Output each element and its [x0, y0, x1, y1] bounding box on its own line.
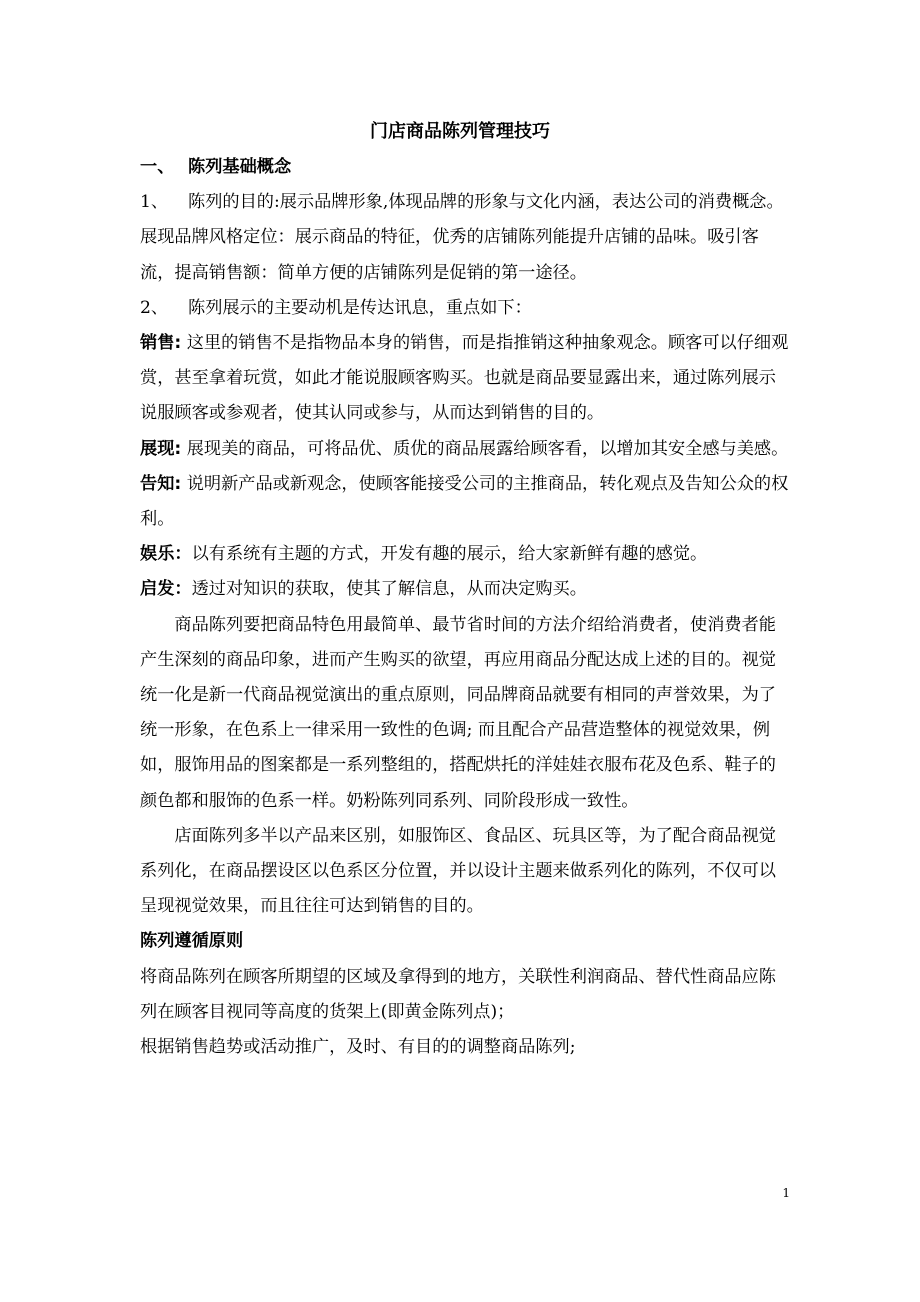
term-text: 这里的销售不是指物品本身的销售，而是指推销这种抽象观念。顾客可以仔细观赏，甚至拿着玩赏，如此才能说服顾客购买。也就是商品要显露出来，通过陈列展示说服顾客或参观者，使其认同或参与，从而达到销售的目的。 — [140, 333, 789, 424]
document-body — [140, 150, 790, 1065]
term-text: 展现美的商品，可将品优、质优的商品展露给顾客看，以增加其安全感与美感。 — [186, 438, 789, 459]
term-text: 透过对知识的获取，使其了解信息，从而决定购买。 — [191, 579, 587, 600]
term-text: 说明新产品或新观念，使顾客能接受公司的主推商品，转化观点及告知公众的权利。 — [140, 473, 789, 530]
term-paragraph — [140, 326, 790, 432]
term-label: 启发： — [140, 579, 192, 600]
body-paragraph: 商品陈列要把商品特色用最简单、最节省时间的方法介绍给消费者，使消费者能产生深刻的商品印象，进而产生购买的欲望，再应用商品分配达成上述的目的。视觉统一化是新一代商品视觉演出的重点原则，同品牌商品就要有相同的声誉效果，为了统一形象，在色系上一律采用一致性的色调; 而且配合产品营造整体的视觉效果，例如，服饰用品的图案都是一系列整组的，搭配烘托的洋娃娃衣服布花及色系、鞋子的颜色都和服饰的色系一样。奶粉陈列同系列、同阶段形成一致性。 — [140, 614, 776, 811]
term-paragraph — [140, 467, 790, 537]
item-number: 2、 — [140, 297, 169, 318]
numbered-item — [140, 185, 790, 291]
item-text: 陈列的目的:展示品牌形象,体现品牌的形象与文化内涵，表达公司的消费概念。展现品牌风格定位：展示商品的特征，优秀的店铺陈列能提升店铺的品味。吸引客流，提高销售额：简单方便的店铺陈列是促销的第一途径。 — [140, 192, 784, 283]
section-heading — [140, 150, 790, 185]
term-label: 展现: — [140, 438, 182, 459]
section-heading-text: 陈列基础概念 — [188, 157, 292, 177]
principles-heading: 陈列遵循原则 — [140, 931, 244, 952]
principle-line: 根据销售趋势或活动推广，及时、有目的的调整商品陈列; — [140, 1037, 576, 1058]
term-text: 以有系统有主题的方式，开发有趣的展示，给大家新鲜有趣的感觉。 — [191, 544, 708, 565]
item-text: 陈列展示的主要动机是传达讯息，重点如下： — [188, 297, 532, 318]
term-label: 告知: — [140, 473, 182, 494]
term-paragraph — [140, 572, 790, 607]
page-number: 1 — [782, 1186, 790, 1200]
item-number: 1、 — [140, 192, 169, 213]
body-paragraph: 店面陈列多半以产品来区别，如服饰区、食品区、玩具区等，为了配合商品视觉系列化，在商品摆设区以色系区分位置，并以设计主题来做系列化的陈列，不仅可以呈现视觉效果，而且往往可达到销售的目的。 — [140, 825, 776, 917]
term-label: 娱乐： — [140, 544, 192, 565]
term-label: 销售: — [140, 333, 182, 354]
section-number: 一、 — [140, 157, 175, 177]
term-paragraph — [140, 432, 790, 467]
principle-line: 将商品陈列在顾客所期望的区域及拿得到的地方，关联性利润商品、替代性商品应陈列在顾客目视同等高度的货架上(即黄金陈列点)； — [140, 966, 776, 1022]
term-paragraph — [140, 537, 790, 572]
numbered-item — [140, 291, 790, 326]
document-title: 门店商品陈列管理技巧 — [370, 121, 550, 142]
